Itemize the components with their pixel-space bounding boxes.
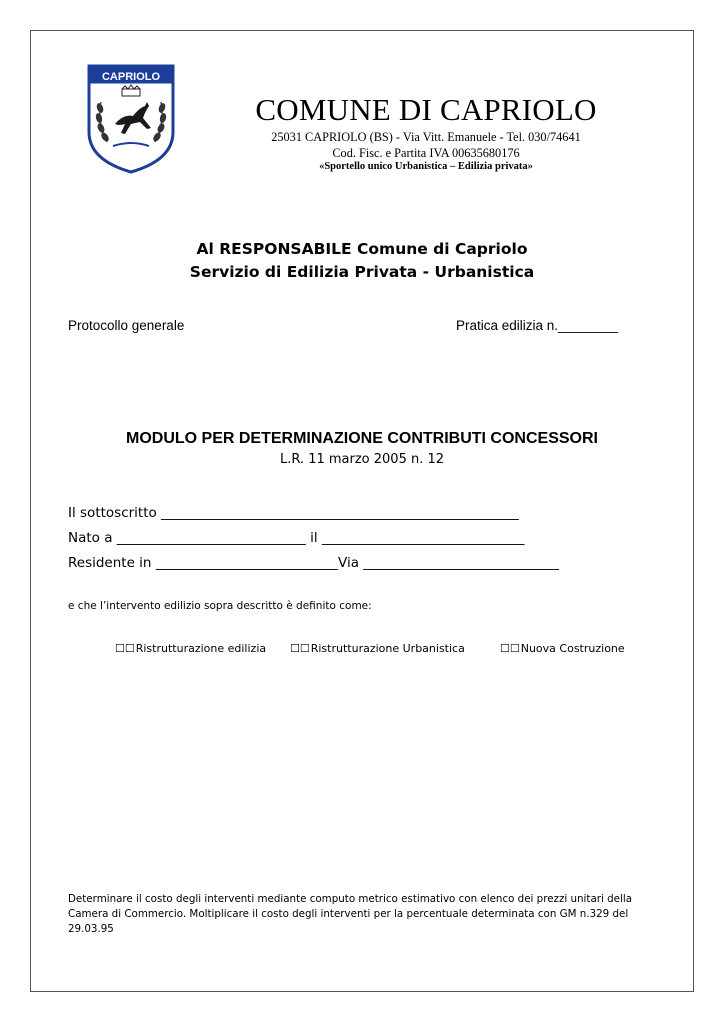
municipality-tax-code: Cod. Fisc. e Partita IVA 00635680176 — [332, 146, 520, 160]
option-ristrutturazione-urbanistica[interactable] — [290, 642, 465, 655]
footnote-instructions: Determinare il costo degli interventi mediante computo metrico estimativo con elenco dei prezzi unitari della Camera di Commercio. Moltiplicare il costo degli interventi per la percentuale determinata con GM n.329 del 29.03.95 — [68, 893, 633, 935]
office-name: «Sportello unico Urbanistica – Edilizia privata» — [319, 161, 533, 172]
municipality-address: 25031 CAPRIOLO (BS) - Via Vitt. Emanuele - Tel. 030/74641 — [271, 130, 581, 144]
form-title: MODULO PER DETERMINAZIONE CONTRIBUTI CONCESSORI — [125, 430, 598, 447]
municipality-title: COMUNE DI CAPRIOLO — [255, 92, 597, 127]
crest-label: CAPRIOLO — [101, 71, 161, 83]
field-sottoscritto[interactable]: Il sottoscritto _____________________________________________________ — [68, 505, 519, 521]
coat-of-arms-logo — [85, 62, 177, 174]
field-residente[interactable]: Residente in ___________________________Via _____________________________ — [68, 555, 560, 571]
option-label: Nuova Costruzione — [520, 642, 625, 655]
option-ristrutturazione-edilizia[interactable] — [115, 642, 266, 655]
checkbox-icon[interactable]: ☐☐ — [500, 642, 520, 655]
option-label: Ristrutturazione Urbanistica — [310, 642, 465, 655]
intervention-intro: e che l’intervento edilizio sopra descritto è definito come: — [68, 600, 372, 612]
checkbox-icon[interactable]: ☐☐ — [290, 642, 310, 655]
addressee-line-2: Servizio di Edilizia Privata - Urbanistica — [189, 263, 535, 281]
option-nuova-costruzione[interactable] — [500, 642, 625, 655]
addressee-line-1: Al RESPONSABILE Comune di Capriolo — [196, 240, 528, 258]
field-nato[interactable]: Nato a ____________________________ il ______________________________ — [68, 530, 525, 546]
checkbox-icon[interactable]: ☐☐ — [115, 642, 135, 655]
practice-number-field[interactable]: Pratica edilizia n.________ — [456, 318, 619, 333]
form-law-reference: L.R. 11 marzo 2005 n. 12 — [279, 452, 445, 467]
option-label: Ristrutturazione edilizia — [135, 642, 267, 655]
protocol-label: Protocollo generale — [68, 318, 185, 333]
